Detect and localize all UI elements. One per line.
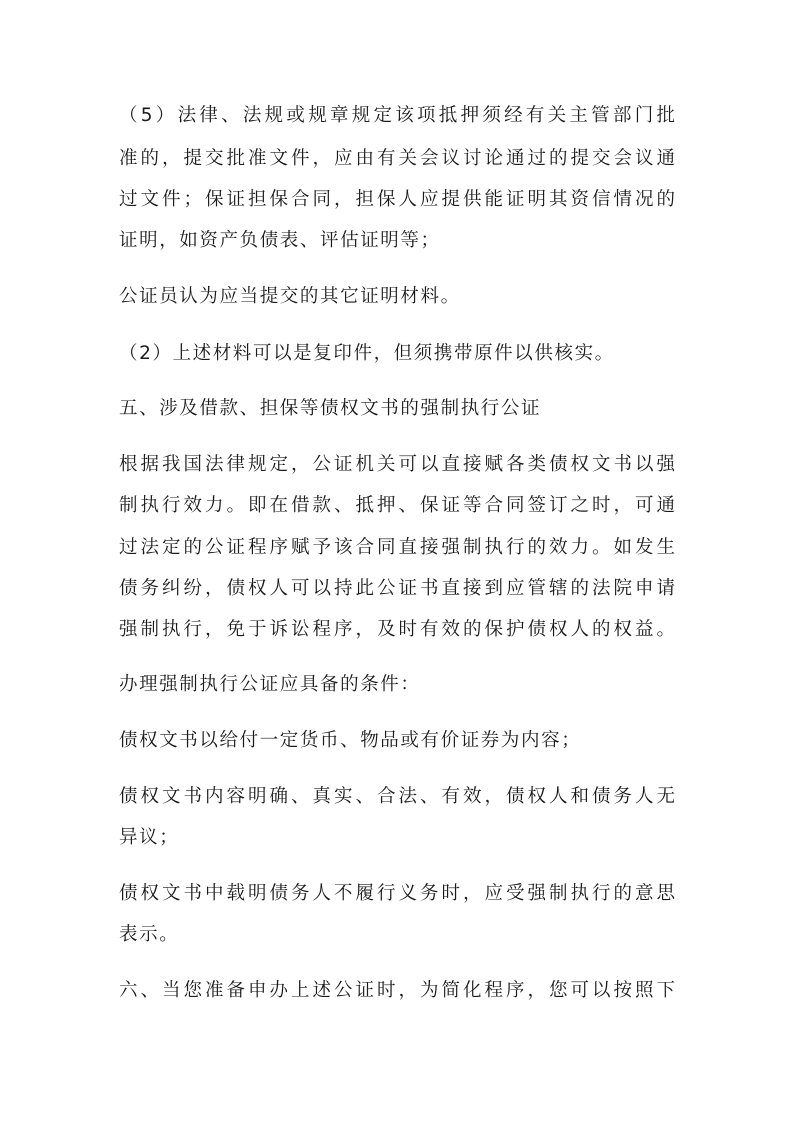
text-line: 债权文书内容明确、真实、合法、有效，债权人和债务人无 — [119, 786, 675, 807]
text-line: 公证员认为应当提交的其它证明材料。 — [119, 286, 461, 307]
section-heading: 五、涉及借款、担保等债权文书的强制执行公证 — [119, 398, 542, 419]
text-line: （5）法律、法规或规章规定该项抵押须经有关主管部门批 — [119, 105, 675, 126]
text-line: 过法定的公证程序赋予该合同直接强制执行的效力。如发生 — [119, 537, 675, 558]
text-line: 办理强制执行公证应具备的条件： — [119, 674, 421, 695]
text-line: 制执行效力。即在借款、抵押、保证等合同签订之时，可通 — [119, 495, 675, 516]
text-line: 表示。 — [119, 924, 180, 945]
section-heading: 六、当您准备申办上述公证时，为简化程序，您可以按照下 — [119, 980, 675, 1001]
text-line: 根据我国法律规定，公证机关可以直接赋各类债权文书以强 — [119, 454, 675, 475]
text-line: 准的，提交批准文件，应由有关会议讨论通过的提交会议通 — [119, 148, 675, 169]
text-line: 债务纠纷，债权人可以持此公证书直接到应管辖的法院申请 — [119, 578, 675, 599]
text-line: 债权文书以给付一定货币、物品或有价证券为内容； — [119, 730, 582, 751]
text-line: （2）上述材料可以是复印件，但须携带原件以供核实。 — [119, 343, 615, 364]
text-line: 债权文书中载明债务人不履行义务时，应受强制执行的意思 — [119, 883, 675, 904]
text-line: 强制执行，免于诉讼程序，及时有效的保护债权人的权益。 — [119, 619, 675, 640]
text-line: 过文件；保证担保合同，担保人应提供能证明其资信情况的 — [119, 189, 675, 210]
text-line: 异议； — [119, 827, 180, 848]
text-line: 证明，如资产负债表、评估证明等； — [119, 230, 441, 251]
